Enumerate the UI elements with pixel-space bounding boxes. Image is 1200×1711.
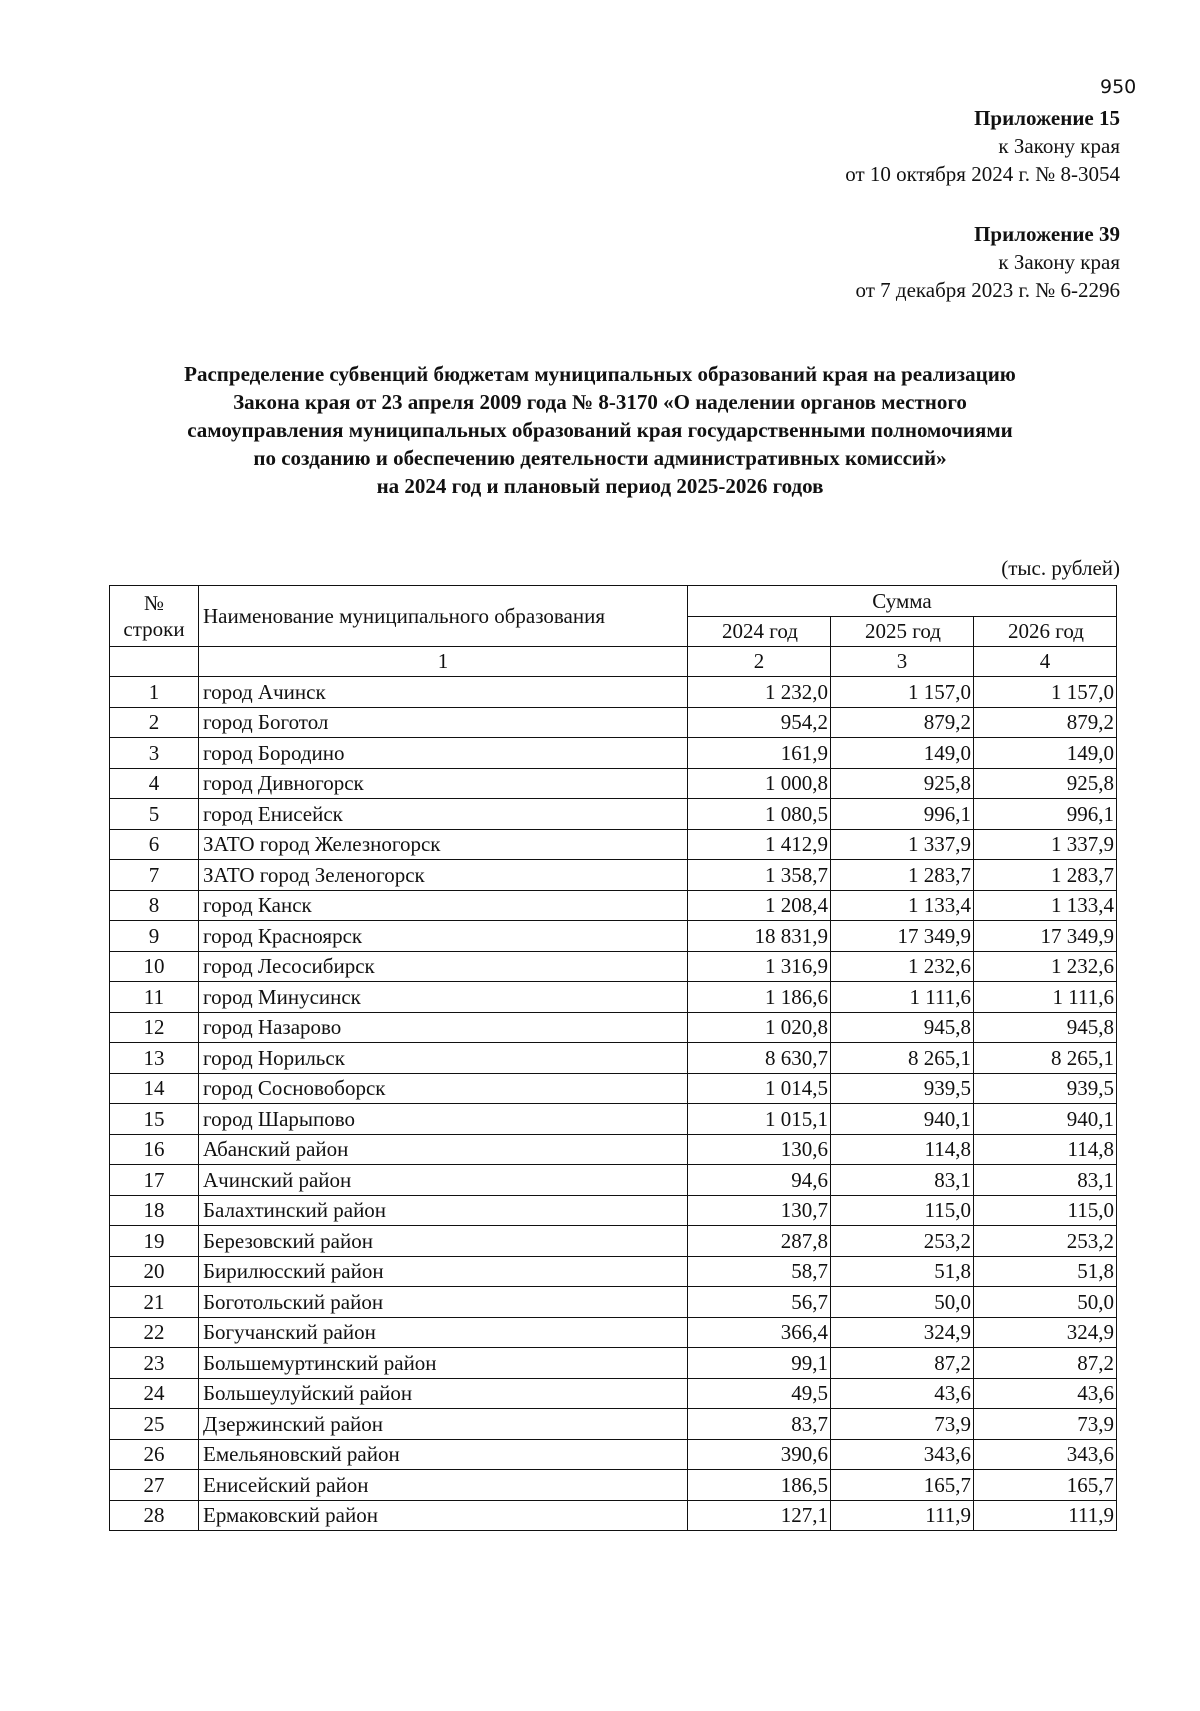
- value-2026-cell: 1 283,7: [974, 860, 1117, 891]
- row-number-cell: 14: [110, 1073, 199, 1104]
- value-2026-cell: 1 232,6: [974, 951, 1117, 982]
- value-2025-cell: 1 337,9: [831, 829, 974, 860]
- municipality-name-cell: город Канск: [199, 890, 688, 921]
- value-2024-cell: 18 831,9: [688, 921, 831, 952]
- table-row: [110, 677, 1117, 708]
- row-number-cell: 11: [110, 982, 199, 1013]
- row-number-cell: 20: [110, 1256, 199, 1287]
- municipality-name-cell: город Красноярск: [199, 921, 688, 952]
- value-2025-cell: 50,0: [831, 1287, 974, 1318]
- table-row: [110, 982, 1117, 1013]
- value-2024-cell: 1 014,5: [688, 1073, 831, 1104]
- row-number-cell: 27: [110, 1470, 199, 1501]
- table-row: [110, 1348, 1117, 1379]
- value-2026-cell: 8 265,1: [974, 1043, 1117, 1074]
- value-2024-cell: 56,7: [688, 1287, 831, 1318]
- row-number-cell: 25: [110, 1409, 199, 1440]
- value-2024-cell: 287,8: [688, 1226, 831, 1257]
- value-2024-cell: 130,7: [688, 1195, 831, 1226]
- header-row-number: № строки: [110, 586, 199, 647]
- value-2024-cell: 94,6: [688, 1165, 831, 1196]
- table-row: [110, 1287, 1117, 1318]
- value-2026-cell: 324,9: [974, 1317, 1117, 1348]
- municipality-name-cell: город Енисейск: [199, 799, 688, 830]
- value-2025-cell: 111,9: [831, 1500, 974, 1531]
- table-row: [110, 1104, 1117, 1135]
- value-2026-cell: 945,8: [974, 1012, 1117, 1043]
- value-2026-cell: 925,8: [974, 768, 1117, 799]
- subvention-table: [109, 585, 1117, 1531]
- value-2025-cell: 1 232,6: [831, 951, 974, 982]
- table-row: [110, 768, 1117, 799]
- value-2025-cell: 114,8: [831, 1134, 974, 1165]
- column-index-cell: [110, 646, 199, 677]
- header-year-2026: 2026 год: [974, 616, 1117, 646]
- value-2026-cell: 115,0: [974, 1195, 1117, 1226]
- value-2026-cell: 879,2: [974, 707, 1117, 738]
- table-row: [110, 1317, 1117, 1348]
- value-2026-cell: 343,6: [974, 1439, 1117, 1470]
- table-row: [110, 1439, 1117, 1470]
- municipality-name-cell: город Норильск: [199, 1043, 688, 1074]
- value-2024-cell: 1 412,9: [688, 829, 831, 860]
- value-2024-cell: 1 020,8: [688, 1012, 831, 1043]
- municipality-name-cell: город Сосновоборск: [199, 1073, 688, 1104]
- value-2026-cell: 83,1: [974, 1165, 1117, 1196]
- table-row: [110, 1043, 1117, 1074]
- municipality-name-cell: город Шарыпово: [199, 1104, 688, 1135]
- value-2025-cell: 149,0: [831, 738, 974, 769]
- municipality-name-cell: Большемуртинский район: [199, 1348, 688, 1379]
- table-row: [110, 707, 1117, 738]
- table-row: [110, 1226, 1117, 1257]
- value-2025-cell: 1 283,7: [831, 860, 974, 891]
- value-2024-cell: 127,1: [688, 1500, 831, 1531]
- appendix-39-line2: от 7 декабря 2023 г. № 6-2296: [855, 278, 1120, 302]
- table-row: [110, 799, 1117, 830]
- value-2025-cell: 1 111,6: [831, 982, 974, 1013]
- table-row: [110, 1378, 1117, 1409]
- value-2026-cell: 111,9: [974, 1500, 1117, 1531]
- table-row: [110, 829, 1117, 860]
- row-number-cell: 7: [110, 860, 199, 891]
- value-2025-cell: 253,2: [831, 1226, 974, 1257]
- municipality-name-cell: ЗАТО город Зеленогорск: [199, 860, 688, 891]
- appendix-15-line2: от 10 октября 2024 г. № 8-3054: [845, 162, 1120, 186]
- header-year-2024: 2024 год: [688, 616, 831, 646]
- table-row: [110, 921, 1117, 952]
- row-number-cell: 8: [110, 890, 199, 921]
- value-2026-cell: 1 111,6: [974, 982, 1117, 1013]
- value-2025-cell: 1 133,4: [831, 890, 974, 921]
- value-2026-cell: 149,0: [974, 738, 1117, 769]
- value-2024-cell: 130,6: [688, 1134, 831, 1165]
- row-number-cell: 26: [110, 1439, 199, 1470]
- header-sum: Сумма: [688, 586, 1117, 617]
- table-row: [110, 1195, 1117, 1226]
- table-row: [110, 1134, 1117, 1165]
- value-2025-cell: 8 265,1: [831, 1043, 974, 1074]
- row-number-cell: 10: [110, 951, 199, 982]
- row-number-cell: 9: [110, 921, 199, 952]
- value-2025-cell: 945,8: [831, 1012, 974, 1043]
- value-2026-cell: 996,1: [974, 799, 1117, 830]
- table-row: [110, 951, 1117, 982]
- appendix-15-line1: к Закону края: [998, 134, 1120, 158]
- row-number-cell: 3: [110, 738, 199, 769]
- value-2026-cell: 253,2: [974, 1226, 1117, 1257]
- value-2025-cell: 343,6: [831, 1439, 974, 1470]
- appendix-39-block: [856, 220, 1120, 304]
- title-line: на 2024 год и плановый период 2025-2026 годов: [376, 474, 824, 498]
- table-row: [110, 1012, 1117, 1043]
- table-row: [110, 1073, 1117, 1104]
- row-number-cell: 18: [110, 1195, 199, 1226]
- municipality-name-cell: Ермаковский район: [199, 1500, 688, 1531]
- value-2026-cell: 51,8: [974, 1256, 1117, 1287]
- appendix-39-title: Приложение 39: [974, 222, 1120, 246]
- column-index-cell: 3: [831, 646, 974, 677]
- row-number-cell: 24: [110, 1378, 199, 1409]
- units-label: (тыс. рублей): [1001, 556, 1120, 580]
- value-2026-cell: 43,6: [974, 1378, 1117, 1409]
- value-2024-cell: 83,7: [688, 1409, 831, 1440]
- header-year-2025: 2025 год: [831, 616, 974, 646]
- value-2026-cell: 50,0: [974, 1287, 1117, 1318]
- value-2025-cell: 324,9: [831, 1317, 974, 1348]
- column-index-cell: 2: [688, 646, 831, 677]
- value-2024-cell: 1 015,1: [688, 1104, 831, 1135]
- value-2026-cell: 165,7: [974, 1470, 1117, 1501]
- title-line: Распределение субвенций бюджетам муниципальных образований края на реализацию: [184, 362, 1016, 386]
- table-row: [110, 738, 1117, 769]
- value-2024-cell: 161,9: [688, 738, 831, 769]
- municipality-name-cell: Абанский район: [199, 1134, 688, 1165]
- municipality-name-cell: город Боготол: [199, 707, 688, 738]
- row-number-cell: 28: [110, 1500, 199, 1531]
- row-number-cell: 4: [110, 768, 199, 799]
- value-2024-cell: 1 316,9: [688, 951, 831, 982]
- row-number-cell: 1: [110, 677, 199, 708]
- table-row: [110, 1165, 1117, 1196]
- table-body: [110, 677, 1117, 1531]
- municipality-name-cell: Балахтинский район: [199, 1195, 688, 1226]
- row-number-cell: 19: [110, 1226, 199, 1257]
- value-2024-cell: 99,1: [688, 1348, 831, 1379]
- municipality-name-cell: Дзержинский район: [199, 1409, 688, 1440]
- table-row: [110, 890, 1117, 921]
- appendix-15-block: [845, 104, 1120, 188]
- municipality-name-cell: город Лесосибирск: [199, 951, 688, 982]
- value-2025-cell: 51,8: [831, 1256, 974, 1287]
- column-index-cell: 4: [974, 646, 1117, 677]
- value-2026-cell: 1 133,4: [974, 890, 1117, 921]
- value-2024-cell: 390,6: [688, 1439, 831, 1470]
- title-line: Закона края от 23 апреля 2009 года № 8-3170 «О наделении органов местного: [233, 390, 967, 414]
- value-2025-cell: 83,1: [831, 1165, 974, 1196]
- municipality-name-cell: ЗАТО город Железногорск: [199, 829, 688, 860]
- value-2025-cell: 115,0: [831, 1195, 974, 1226]
- row-number-cell: 17: [110, 1165, 199, 1196]
- value-2024-cell: 1 000,8: [688, 768, 831, 799]
- row-number-cell: 5: [110, 799, 199, 830]
- value-2025-cell: 879,2: [831, 707, 974, 738]
- table-row: [110, 1409, 1117, 1440]
- value-2024-cell: 1 358,7: [688, 860, 831, 891]
- page-number: 950: [1100, 76, 1137, 98]
- value-2024-cell: 366,4: [688, 1317, 831, 1348]
- value-2026-cell: 939,5: [974, 1073, 1117, 1104]
- value-2025-cell: 996,1: [831, 799, 974, 830]
- row-number-cell: 12: [110, 1012, 199, 1043]
- municipality-name-cell: Большеулуйский район: [199, 1378, 688, 1409]
- value-2024-cell: 1 232,0: [688, 677, 831, 708]
- row-number-cell: 23: [110, 1348, 199, 1379]
- value-2025-cell: 17 349,9: [831, 921, 974, 952]
- value-2024-cell: 49,5: [688, 1378, 831, 1409]
- value-2024-cell: 186,5: [688, 1470, 831, 1501]
- municipality-name-cell: город Дивногорск: [199, 768, 688, 799]
- municipality-name-cell: Енисейский район: [199, 1470, 688, 1501]
- table-row: [110, 1470, 1117, 1501]
- table-row: [110, 1500, 1117, 1531]
- header-municipality-name: Наименование муниципального образования: [199, 586, 688, 647]
- municipality-name-cell: Боготольский район: [199, 1287, 688, 1318]
- municipality-name-cell: Бирилюсский район: [199, 1256, 688, 1287]
- value-2025-cell: 73,9: [831, 1409, 974, 1440]
- row-number-cell: 22: [110, 1317, 199, 1348]
- value-2025-cell: 940,1: [831, 1104, 974, 1135]
- value-2024-cell: 954,2: [688, 707, 831, 738]
- row-number-cell: 13: [110, 1043, 199, 1074]
- value-2026-cell: 17 349,9: [974, 921, 1117, 952]
- row-number-cell: 21: [110, 1287, 199, 1318]
- municipality-name-cell: Емельяновский район: [199, 1439, 688, 1470]
- value-2026-cell: 1 157,0: [974, 677, 1117, 708]
- document-title: [90, 360, 1110, 500]
- value-2026-cell: 1 337,9: [974, 829, 1117, 860]
- municipality-name-cell: город Ачинск: [199, 677, 688, 708]
- column-index-cell: 1: [199, 646, 688, 677]
- title-line: самоуправления муниципальных образований края государственными полномочиями: [187, 418, 1013, 442]
- value-2024-cell: 8 630,7: [688, 1043, 831, 1074]
- value-2025-cell: 939,5: [831, 1073, 974, 1104]
- table-row: [110, 1256, 1117, 1287]
- value-2025-cell: 87,2: [831, 1348, 974, 1379]
- value-2025-cell: 165,7: [831, 1470, 974, 1501]
- value-2025-cell: 43,6: [831, 1378, 974, 1409]
- municipality-name-cell: город Бородино: [199, 738, 688, 769]
- value-2026-cell: 114,8: [974, 1134, 1117, 1165]
- value-2024-cell: 1 186,6: [688, 982, 831, 1013]
- appendix-15-title: Приложение 15: [974, 106, 1120, 130]
- value-2025-cell: 1 157,0: [831, 677, 974, 708]
- municipality-name-cell: город Минусинск: [199, 982, 688, 1013]
- municipality-name-cell: Ачинский район: [199, 1165, 688, 1196]
- row-number-cell: 16: [110, 1134, 199, 1165]
- value-2026-cell: 73,9: [974, 1409, 1117, 1440]
- appendix-39-line1: к Закону края: [998, 250, 1120, 274]
- table-row: [110, 860, 1117, 891]
- row-number-cell: 15: [110, 1104, 199, 1135]
- row-number-cell: 2: [110, 707, 199, 738]
- value-2024-cell: 58,7: [688, 1256, 831, 1287]
- value-2024-cell: 1 080,5: [688, 799, 831, 830]
- title-line: по созданию и обеспечению деятельности административных комиссий»: [253, 446, 947, 470]
- municipality-name-cell: Богучанский район: [199, 1317, 688, 1348]
- value-2026-cell: 940,1: [974, 1104, 1117, 1135]
- value-2026-cell: 87,2: [974, 1348, 1117, 1379]
- municipality-name-cell: город Назарово: [199, 1012, 688, 1043]
- row-number-cell: 6: [110, 829, 199, 860]
- municipality-name-cell: Березовский район: [199, 1226, 688, 1257]
- value-2025-cell: 925,8: [831, 768, 974, 799]
- value-2024-cell: 1 208,4: [688, 890, 831, 921]
